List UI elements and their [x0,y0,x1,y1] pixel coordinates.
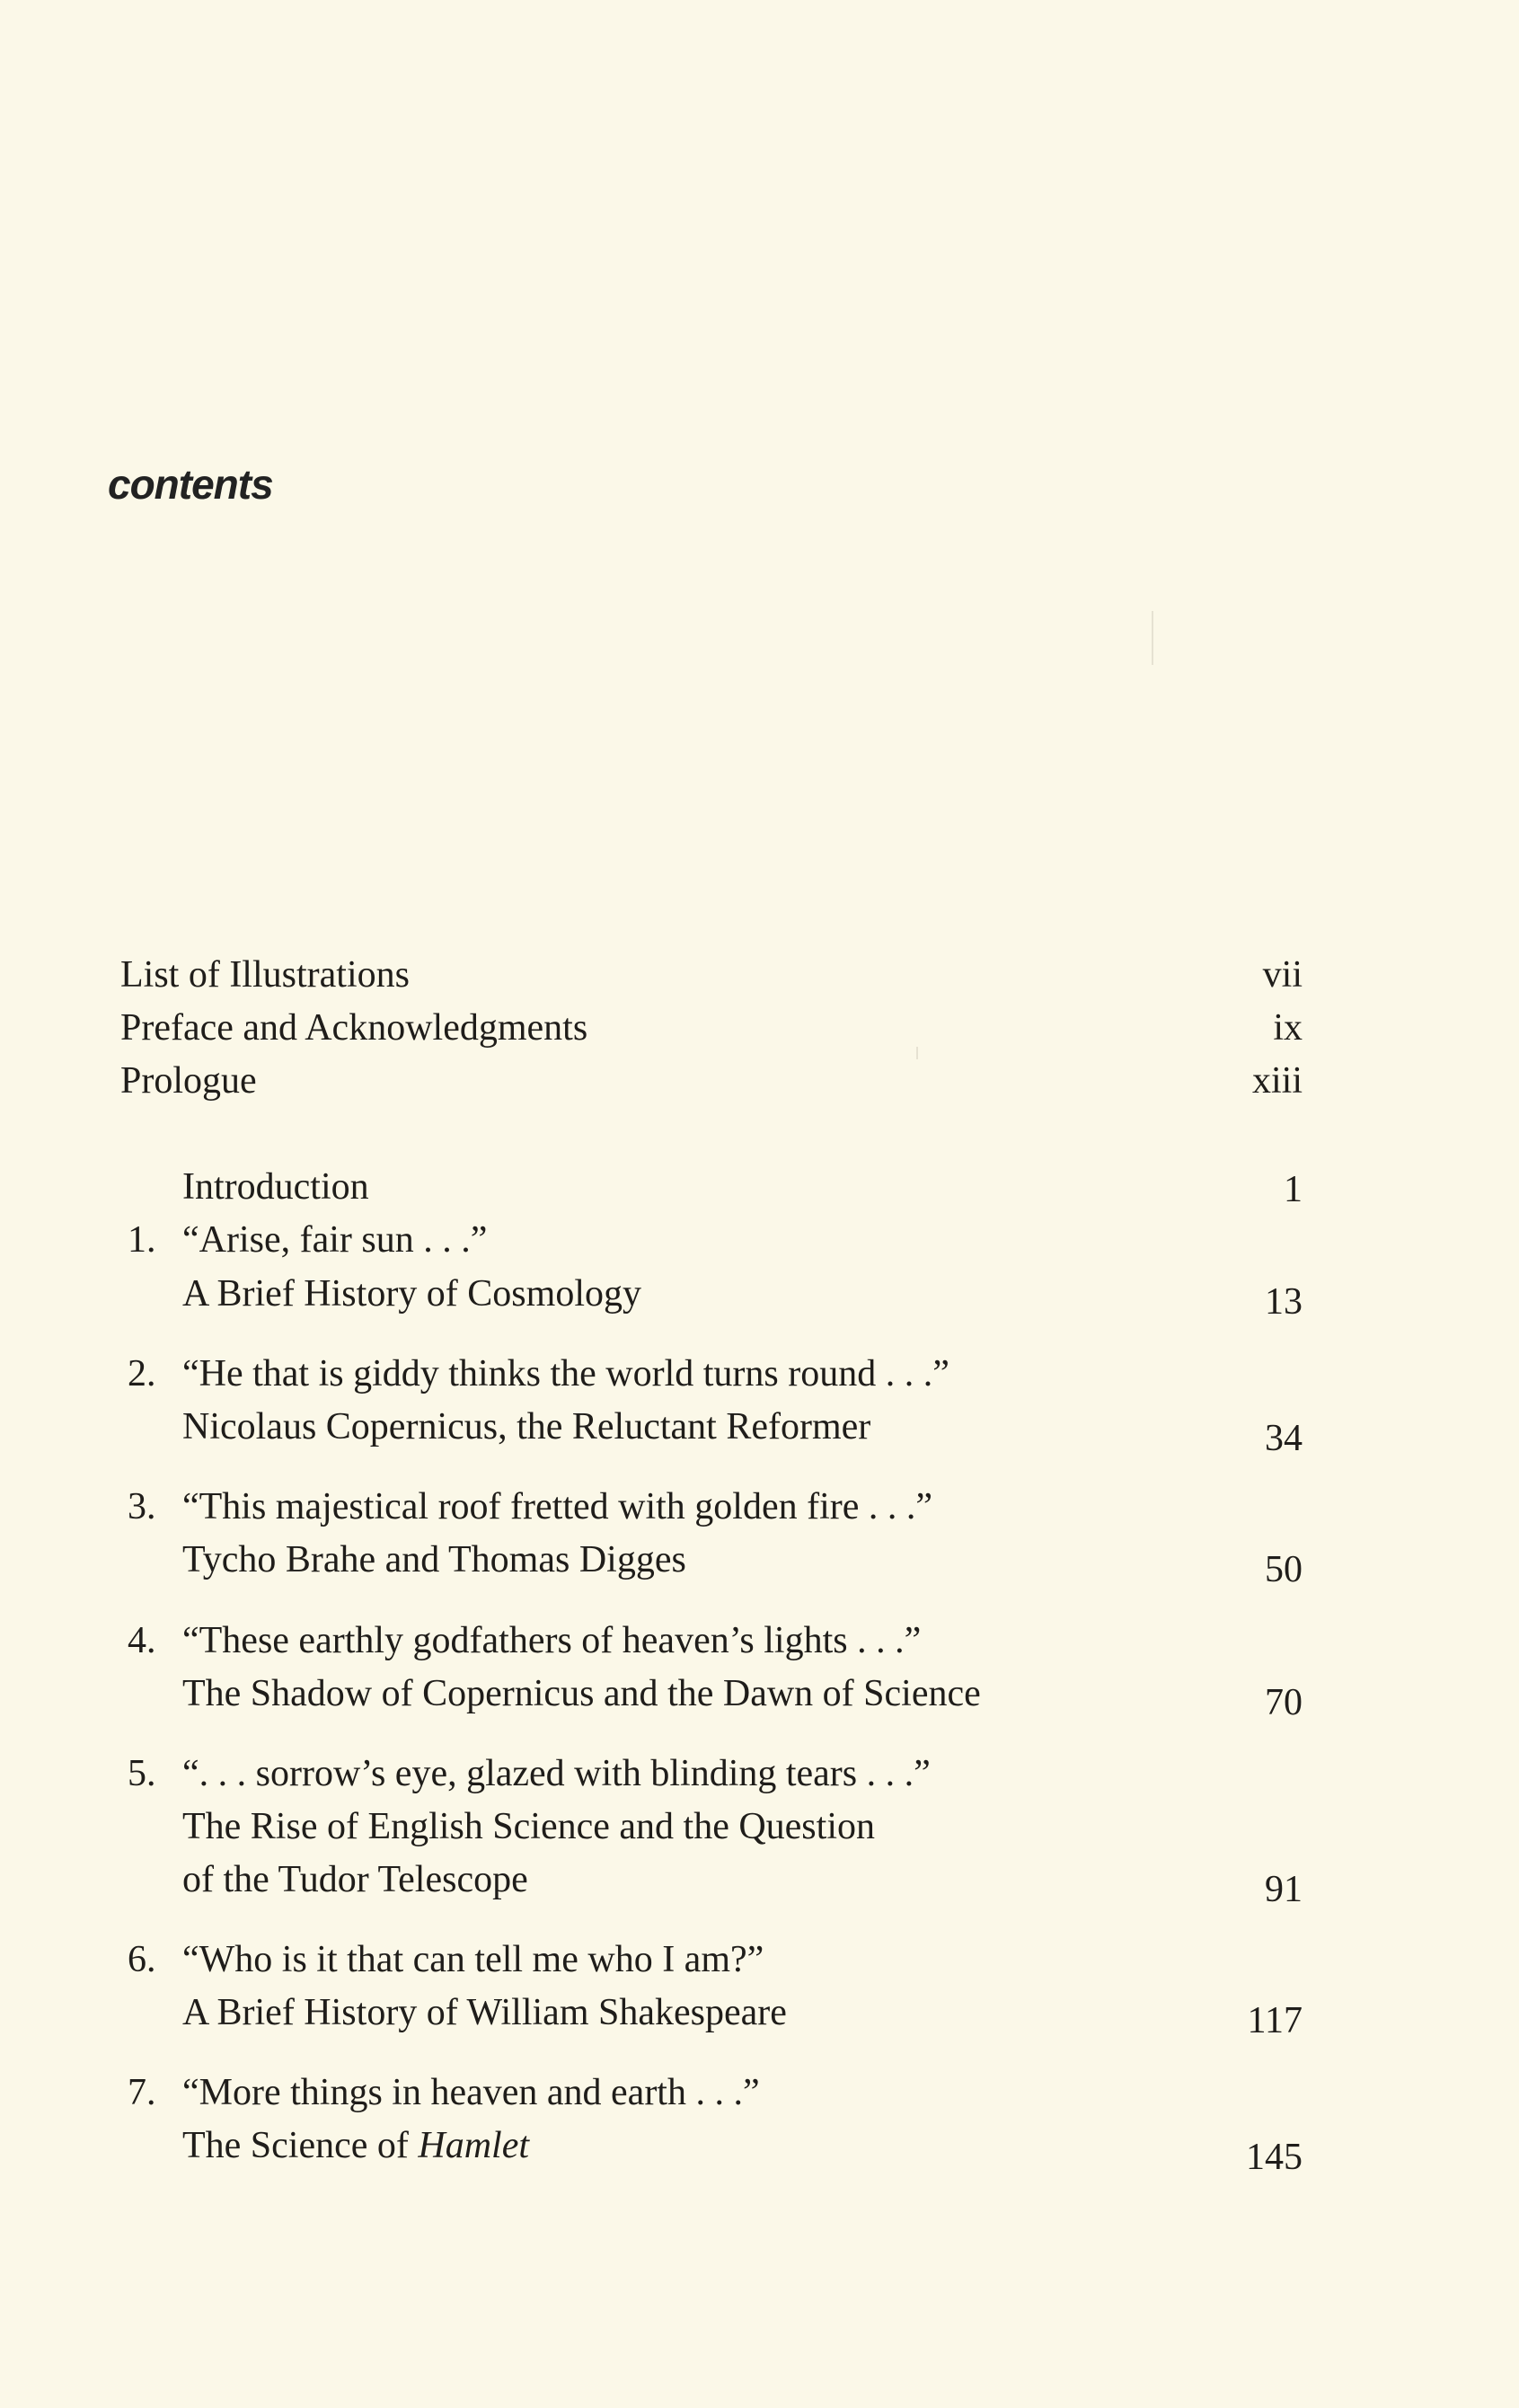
chapter-title-italic: Hamlet [418,2125,530,2166]
page-title: contents [108,461,273,508]
toc-page-number: 117 [1247,2000,1303,2041]
toc-page-number: xiii [1251,1060,1303,1102]
chapter-title: Tycho Brahe and Thomas Digges [182,1539,686,1580]
toc-entry-title: Prologue [120,1060,257,1102]
chapter-title: A Brief History of William Shakespeare [182,1992,787,2033]
chapter-epigraph: “These earthly godfathers of heaven’s lights . . .” [182,1620,922,1661]
chapter-epigraph: “He that is giddy thinks the world turns round . . .” [182,1353,949,1394]
toc-entry-title: Introduction [182,1166,369,1208]
toc-page-number: 91 [1265,1869,1303,1910]
toc-entry-title: List of Illustrations [120,954,410,996]
chapter-number: 7. [128,2072,156,2113]
toc-page-number: 13 [1265,1281,1303,1323]
toc-entry-title: Preface and Acknowledgments [120,1007,588,1049]
toc-page-number: 1 [1284,1169,1303,1210]
paper-mark [916,1047,918,1059]
chapter-number: 1. [128,1219,156,1261]
paper-mark [1152,611,1153,665]
chapter-number: 6. [128,1939,156,1980]
toc-page-number: 70 [1265,1682,1303,1723]
chapter-epigraph: “This majestical roof fretted with golden fire . . .” [182,1486,933,1527]
chapter-title: of the Tudor Telescope [182,1859,528,1900]
toc-page-number: 50 [1265,1549,1303,1590]
chapter-title-text: The Science of [182,2125,419,2166]
chapter-title [182,2127,529,2165]
chapter-title: The Rise of English Science and the Question [182,1806,875,1847]
chapter-number: 5. [128,1753,156,1794]
chapter-title: Nicolaus Copernicus, the Reluctant Reformer [182,1406,871,1447]
toc-page-number: 145 [1246,2137,1303,2178]
chapter-title: The Shadow of Copernicus and the Dawn of Science [182,1673,981,1714]
toc-page-number: ix [1273,1007,1303,1049]
toc-page-number: vii [1262,954,1303,996]
chapter-epigraph: “Who is it that can tell me who I am?” [182,1939,764,1980]
toc-page-number: 34 [1265,1418,1303,1459]
chapter-title: A Brief History of Cosmology [182,1273,641,1315]
chapter-epigraph: “. . . sorrow’s eye, glazed with blinding tears . . .” [182,1753,931,1794]
chapter-number: 4. [128,1620,156,1661]
chapter-number: 3. [128,1486,156,1527]
chapter-epigraph: “More things in heaven and earth . . .” [182,2072,760,2113]
chapter-epigraph: “Arise, fair sun . . .” [182,1219,488,1261]
chapter-number: 2. [128,1353,156,1394]
